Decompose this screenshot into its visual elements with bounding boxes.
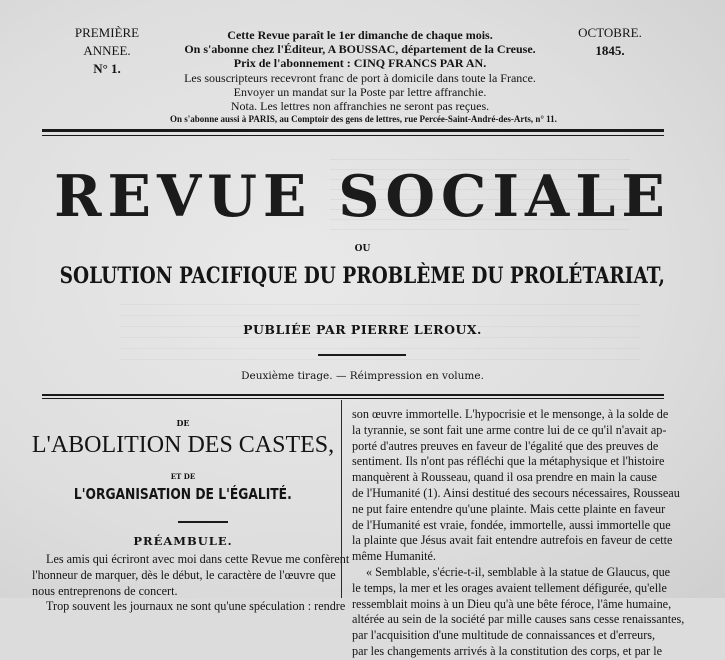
preamble-heading: PRÉAMBULE.: [133, 534, 233, 548]
section-rule-thick: [42, 394, 664, 396]
issue-year: 1845.: [595, 43, 625, 58]
text-line: porté d'autres preuves en faveur de l'égalité que des preuves de: [352, 438, 659, 453]
issue-month: OCTOBRE.: [578, 25, 642, 40]
edition-note: Deuxième tirage. — Réimpression en volume.: [241, 370, 484, 382]
header-rule-thin: [42, 135, 664, 136]
text-line: son œuvre immortelle. L'hypocrisie et le mensonge, à la solde de: [352, 407, 669, 421]
right-column: [352, 407, 685, 660]
text-line: Trop souvent les journaux ne sont qu'une spéculation : rendre: [46, 599, 346, 614]
header-rule-thick: [42, 129, 664, 132]
notice-line-6: Nota. Les lettres non affranchies ne seront pas reçues.: [230, 99, 490, 114]
text-line: ressemblait moins à un Dieu qu'à une bête féroce, l'âme humaine,: [352, 596, 672, 611]
masthead-title: REVUE SOCIALE: [54, 163, 671, 230]
text-line: Les amis qui écriront avec moi dans cette Revue me confèrent: [46, 552, 350, 566]
header-right-info: [555, 24, 665, 60]
text-line: le temps, la mer et les orages avaient tellement défigurée, qu'elle: [352, 580, 667, 595]
preamble-body: [32, 552, 350, 615]
masthead-ou: OU: [354, 244, 371, 254]
text-line: « Semblable, s'écrie-t-il, semblable à la statue de Glaucus, que: [366, 564, 671, 579]
text-line: altérée au sein de la société par mille causes sans cesse renaissantes,: [352, 612, 685, 627]
text-line: de l'Humanité est vraie, fondée, immortelle, aussi immortelle que: [352, 517, 671, 532]
masthead-short-rule: [318, 354, 406, 356]
text-line: nous entreprenons de concert.: [32, 583, 178, 598]
text-line: par les changements arrivés à la constitution des corps, et par le: [352, 643, 662, 658]
publisher-line: PUBLIÉE PAR PIERRE LEROUX.: [243, 322, 482, 337]
notice-line-3: Prix de l'abonnement : CINQ FRANCS PAR AN.: [233, 56, 487, 71]
issue-number: N° 1.: [93, 61, 121, 76]
masthead-subtitle-text: SOLUTION PACIFIQUE DU PROBLÈME DU PROLÉTARIAT,: [59, 263, 666, 289]
text-line: même Humanité.: [352, 549, 436, 564]
edition-year: PREMIÈRE ANNEE.: [74, 25, 140, 58]
article-subtitle-text: L'ORGANISATION DE L'ÉGALITÉ.: [74, 485, 292, 503]
section-rule-thin: [42, 398, 664, 399]
text-line: par l'acquisition d'une multitude de connaissances et d'erreurs,: [352, 628, 656, 643]
text-line: la plainte que Jésus avait fait entendre autrefois en faveur de cette: [352, 533, 673, 548]
text-line: manquèrent à Rousseau, quand il osa prendre en main la cause: [352, 470, 657, 485]
notice-line-4: Les souscripteurs recevront franc de port à domicile dans toute la France.: [184, 70, 536, 85]
text-line: l'honneur de marquer, dès le début, le caractère de l'œuvre que: [32, 567, 336, 582]
notice-line-2: On s'abonne chez l'Éditeur, A BOUSSAC, département de la Creuse.: [184, 42, 536, 57]
article-etde: ET DE: [170, 472, 196, 481]
text-line: de l'Humanité (1). Ainsi destitué des secours nécessaires, Rousseau: [352, 485, 680, 500]
text-line: sentiment. Ils n'ont pas réfléchi que la métaphysique et l'histoire: [352, 454, 665, 469]
notice-line-1: Cette Revue paraît le 1er dimanche de chaque mois.: [227, 28, 493, 42]
masthead-subtitle: [0, 262, 725, 290]
article-de: DE: [176, 418, 190, 428]
article-title: L'ABOLITION DES CASTES,: [31, 432, 335, 458]
notice-line-5: Envoyer un mandat sur la Poste par lettre affranchie.: [233, 84, 487, 99]
notice-line-7: On s'abonne aussi à PARIS, au Comptoir des gens de lettres, rue Percée-Saint-André-des-Arts, n° 11.: [170, 114, 557, 125]
article-subtitle: [30, 485, 336, 503]
subscription-notice: [170, 28, 557, 126]
column-divider: [341, 400, 342, 598]
header-left-info: [52, 24, 162, 78]
text-line: ne put faire entendre qu'une plainte. Mais cette plainte en faveur: [352, 501, 666, 516]
text-line: la tyrannie, se sont fait une arme contre lui de ce qu'il n'avait ap-: [352, 422, 667, 437]
article-short-rule: [178, 521, 228, 523]
